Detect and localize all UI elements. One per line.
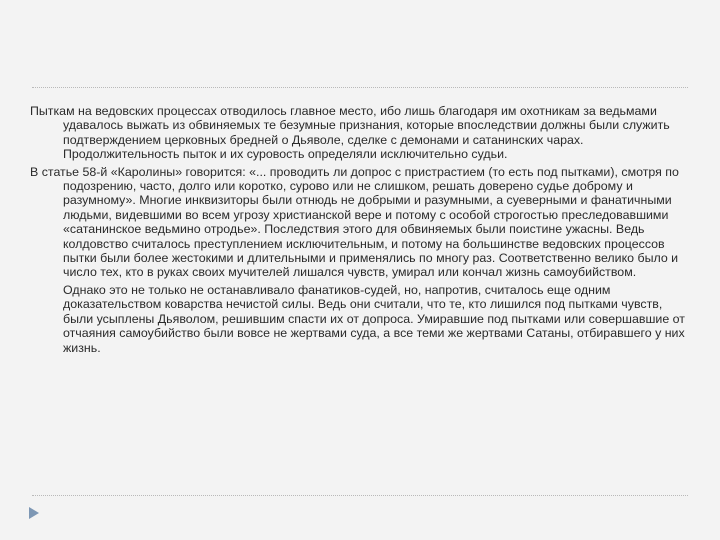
slide-body	[30, 104, 690, 355]
paragraph-torture-role: Пыткам на ведовских процессах отводилось главное место, ибо лишь благодаря им охотникам за ведьмами удавалось выжать из обвиняемых те безумные признания, которые впоследствии должны были служить подтверждением церковных бредней о Дьяволе, сделке с демонами и сатанинских чарах. Продолжительность пыток и их суровость определяли исключительно судьи.	[30, 104, 670, 162]
bottom-divider	[32, 495, 688, 496]
play-arrow-shape	[29, 507, 39, 519]
paragraph-continuation: Однако это не только не останавливало фанатиков-судей, но, напротив, считалось еще одним доказательством коварства нечистой силы. Ведь они считали, что те, кто лишился под пытками чувств, были усыплены Дьяволом, решившим спасти их от допроса. Умиравшие под пытками или совершавшие от отчаяния самоубийство были вовсе не жертвами суда, а все теми же жертвами Сатаны, отбиравшего у них жизнь.	[63, 282, 685, 355]
top-divider	[32, 87, 688, 88]
play-arrow-icon[interactable]	[27, 506, 41, 520]
paragraph-carolina-article: В статье 58-й «Каролины» говорится: «... проводить ли допрос с пристрастием (то есть под пытками), смотря по подозрению, часто, долго или коротко, сурово или не слишком, решать доверено судье доброму и разумному». Многие инквизиторы были отнюдь не добрыми и разумными, а суеверными и фанатичными людьми, видевшими во всем угрозу христианской вере и потому с особой строгостью преследовавшими «сатанинское ведьмино отродье». Последствия этого для обвиняемых были поистине ужасны. Ведь колдовство считалось преступлением исключительным, и потому на большинстве ведовских процессов пытки были более жестокими и длительными и применялись по многу раз. Соответственно велико было и число тех, кто в руках своих мучителей лишался чувств, умирал или кончал жизнь самоубийством.	[30, 164, 679, 280]
